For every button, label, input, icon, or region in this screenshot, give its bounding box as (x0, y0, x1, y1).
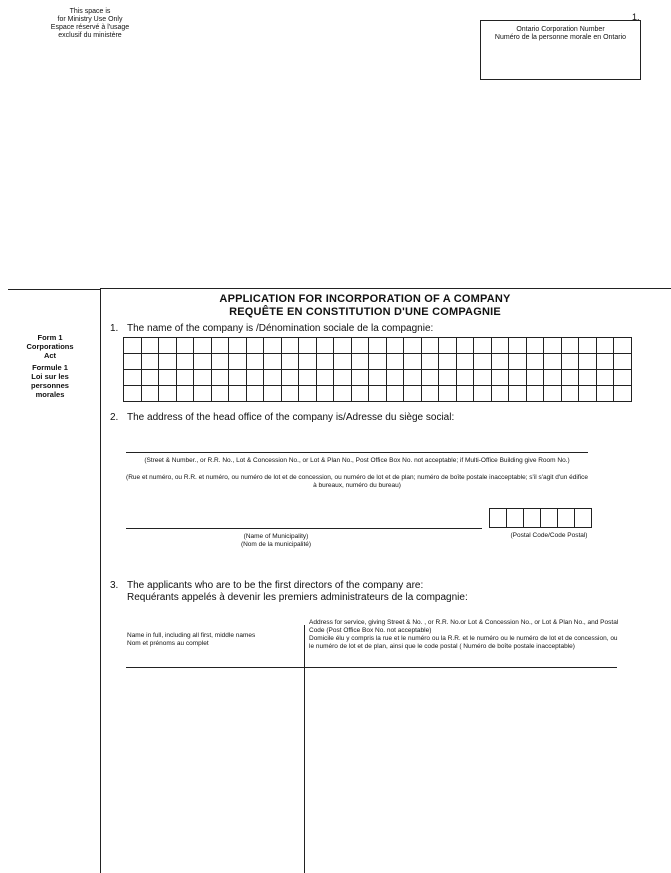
name-grid-cell[interactable] (159, 386, 177, 402)
name-grid-cell[interactable] (299, 354, 317, 370)
postal-code-boxes[interactable] (489, 508, 592, 528)
divider-left (8, 289, 100, 290)
name-grid-cell[interactable] (544, 386, 562, 402)
directors-column-divider (304, 625, 305, 873)
name-grid-cell[interactable] (526, 354, 544, 370)
ministry-note-line: for Ministry Use Only (57, 16, 123, 23)
directors-col2-header-en: Address for service, giving Street & No. , or R.R. No.or Lot & Concession No., or Lot & Plan No., and Postal Code (Post Office Box No. not acceptable) (309, 619, 619, 634)
name-grid-cell[interactable] (124, 370, 142, 386)
postal-code-cell[interactable] (524, 509, 541, 528)
name-grid-cell[interactable] (491, 354, 509, 370)
name-grid-cell[interactable] (229, 370, 247, 386)
name-grid-cell[interactable] (229, 338, 247, 354)
name-grid-cell[interactable] (386, 338, 404, 354)
name-grid-cell[interactable] (439, 370, 457, 386)
name-grid-cell[interactable] (264, 338, 282, 354)
name-grid-cell[interactable] (246, 386, 264, 402)
name-grid-cell[interactable] (596, 354, 614, 370)
name-grid-cell[interactable] (351, 338, 369, 354)
name-grid-cell[interactable] (229, 354, 247, 370)
name-grid-cell[interactable] (281, 354, 299, 370)
sidebar-line: Form 1 (37, 333, 63, 342)
form-title-fr: REQUÊTE EN CONSTITUTION D'UNE COMPAGNIE (229, 306, 501, 318)
name-grid-cell[interactable] (456, 338, 474, 354)
name-grid-cell[interactable] (211, 354, 229, 370)
street-note-en: (Street & Number., or R.R. No., Lot & Concession No., or Lot & Plan No., Post Office Box No. not acceptable; if Multi-Office Building give Room No.) (144, 457, 570, 464)
name-grid-cell[interactable] (491, 370, 509, 386)
name-grid-cell[interactable] (281, 386, 299, 402)
name-grid-cell[interactable] (404, 386, 422, 402)
name-grid-cell[interactable] (176, 338, 194, 354)
name-grid-cell[interactable] (159, 338, 177, 354)
directors-address-area[interactable] (307, 670, 617, 870)
postal-code-cell[interactable] (507, 509, 524, 528)
name-grid-cell[interactable] (544, 370, 562, 386)
name-grid-cell[interactable] (474, 338, 492, 354)
name-grid-cell[interactable] (404, 338, 422, 354)
sidebar-line: morales (35, 390, 65, 399)
name-grid-cell[interactable] (404, 354, 422, 370)
name-grid-cell[interactable] (456, 370, 474, 386)
name-grid-cell[interactable] (351, 370, 369, 386)
name-grid-cell[interactable] (526, 338, 544, 354)
name-grid-cell[interactable] (614, 354, 632, 370)
page-number: 1. (632, 12, 640, 22)
postal-code-cell[interactable] (490, 509, 507, 528)
postal-code-label: (Postal Code/Code Postal) (510, 532, 588, 539)
q1-number: 1. (110, 323, 119, 334)
name-grid-cell[interactable] (421, 370, 439, 386)
name-grid-cell[interactable] (316, 338, 334, 354)
name-grid-cell[interactable] (491, 386, 509, 402)
name-grid-cell[interactable] (579, 370, 597, 386)
municipality-label-fr: (Nom de la municipalité) (240, 541, 312, 548)
municipality-label (126, 533, 426, 549)
divider-top (100, 288, 671, 289)
name-grid-cell[interactable] (439, 386, 457, 402)
sidebar-line: Loi sur les (31, 372, 69, 381)
name-grid-cell[interactable] (141, 370, 159, 386)
postal-code-cell[interactable] (541, 509, 558, 528)
name-grid-cell[interactable] (316, 370, 334, 386)
q3-text-fr: Requérants appelés à devenir les premiers administrateurs de la compagnie: (127, 592, 468, 603)
name-grid-cell[interactable] (509, 354, 527, 370)
name-grid-cell[interactable] (159, 354, 177, 370)
name-grid-cell[interactable] (369, 338, 387, 354)
q1-text: The name of the company is /Dénomination sociale de la compagnie: (127, 323, 434, 334)
divider-vertical (100, 288, 101, 873)
municipality-label-en: (Name of Municipality) (243, 533, 309, 540)
name-grid-cell[interactable] (474, 370, 492, 386)
name-grid-cell[interactable] (351, 354, 369, 370)
name-grid-cell[interactable] (211, 386, 229, 402)
name-grid-cell[interactable] (159, 370, 177, 386)
q2-text: The address of the head office of the company is/Adresse du siège social: (127, 412, 455, 423)
name-grid-cell[interactable] (334, 370, 352, 386)
corporation-number-label-fr: Numéro de la personne morale en Ontario (494, 34, 627, 41)
name-grid-cell[interactable] (334, 386, 352, 402)
q3-text-en: The applicants who are to be the first directors of the company are: (127, 580, 424, 591)
name-grid-cell[interactable] (264, 354, 282, 370)
corporation-number-box[interactable] (480, 20, 641, 80)
name-grid-cell[interactable] (229, 386, 247, 402)
sidebar-line: personnes (31, 381, 69, 390)
name-grid-cell[interactable] (544, 338, 562, 354)
ministry-note-line: exclusif du ministère (58, 32, 122, 39)
name-grid-cell[interactable] (439, 354, 457, 370)
name-grid-cell[interactable] (561, 354, 579, 370)
name-grid-cell[interactable] (614, 386, 632, 402)
street-address-line[interactable] (126, 452, 588, 453)
name-grid-cell[interactable] (544, 354, 562, 370)
name-grid-cell[interactable] (491, 338, 509, 354)
name-grid-cell[interactable] (334, 338, 352, 354)
company-name-grid[interactable] (123, 337, 632, 402)
name-grid-cell[interactable] (176, 370, 194, 386)
name-grid-cell[interactable] (456, 386, 474, 402)
name-grid-cell[interactable] (386, 354, 404, 370)
q3-number: 3. (110, 580, 119, 591)
name-grid-cell[interactable] (509, 338, 527, 354)
municipality-line[interactable] (126, 528, 482, 529)
corporation-number-label-en: Ontario Corporation Number (516, 26, 605, 33)
sidebar-line: Corporations (26, 342, 74, 351)
name-grid-cell[interactable] (421, 338, 439, 354)
name-grid-cell[interactable] (194, 370, 212, 386)
name-grid-cell[interactable] (579, 386, 597, 402)
name-grid-cell[interactable] (526, 386, 544, 402)
name-grid-cell[interactable] (509, 386, 527, 402)
name-grid-cell[interactable] (124, 354, 142, 370)
name-grid-cell[interactable] (211, 370, 229, 386)
directors-col2-header (309, 619, 619, 651)
name-grid-cell[interactable] (369, 354, 387, 370)
name-grid-cell[interactable] (334, 354, 352, 370)
name-grid-cell[interactable] (299, 386, 317, 402)
name-grid-cell[interactable] (194, 386, 212, 402)
directors-col1-header-fr: Nom et prénoms au complet (127, 640, 209, 647)
name-grid-cell[interactable] (421, 386, 439, 402)
name-grid-cell[interactable] (439, 338, 457, 354)
name-grid-cell[interactable] (264, 386, 282, 402)
directors-names-area[interactable] (127, 670, 302, 870)
name-grid-cell[interactable] (596, 386, 614, 402)
name-grid-cell[interactable] (141, 386, 159, 402)
sidebar-line: Formule 1 (32, 363, 68, 372)
name-grid-cell[interactable] (596, 338, 614, 354)
directors-col2-header-fr: Domicile élu y compris la rue et le numéro ou la R.R. et le numéro ou le numéro de lot et de concession, ou le numéro de lot et de plan, ainsi que le code postal ( Numéro de boîte postale inacceptable) (309, 635, 618, 650)
q2-number: 2. (110, 412, 119, 423)
name-grid-cell[interactable] (299, 370, 317, 386)
street-note-fr: (Rue et numéro, ou R.R. et numéro, ou numéro de lot et de concession, ou numéro de lot et de plan; numéro de boîte postale inacceptable; s'il s'agit d'un édifice à bureaux, numéro du bureau) (126, 474, 588, 489)
form-title (120, 293, 610, 319)
name-grid-cell[interactable] (596, 370, 614, 386)
name-grid-cell[interactable] (124, 338, 142, 354)
name-grid-cell[interactable] (124, 386, 142, 402)
name-grid-cell[interactable] (299, 338, 317, 354)
postal-code-cell[interactable] (558, 509, 575, 528)
q3-text (127, 580, 627, 604)
name-grid-cell[interactable] (281, 338, 299, 354)
form-title-en: APPLICATION FOR INCORPORATION OF A COMPANY (219, 293, 511, 305)
name-grid-cell[interactable] (456, 354, 474, 370)
name-grid-cell[interactable] (369, 386, 387, 402)
sidebar-line: Act (43, 351, 57, 360)
name-grid-cell[interactable] (246, 338, 264, 354)
name-grid-cell[interactable] (246, 354, 264, 370)
corporation-number-label (481, 26, 640, 42)
name-grid-cell[interactable] (351, 386, 369, 402)
name-grid-cell[interactable] (141, 338, 159, 354)
name-grid-cell[interactable] (176, 354, 194, 370)
ministry-note-line: Espace réservé à l'usage (50, 24, 130, 31)
name-grid-cell[interactable] (579, 338, 597, 354)
name-grid-cell[interactable] (526, 370, 544, 386)
name-grid-cell[interactable] (404, 370, 422, 386)
name-grid-cell[interactable] (614, 370, 632, 386)
name-grid-cell[interactable] (369, 370, 387, 386)
name-grid-cell[interactable] (509, 370, 527, 386)
name-grid-cell[interactable] (421, 354, 439, 370)
ministry-note-line: This space is (69, 8, 111, 15)
name-grid-cell[interactable] (614, 338, 632, 354)
name-grid-cell[interactable] (561, 386, 579, 402)
directors-header-rule (126, 667, 617, 668)
directors-col1-header (127, 632, 299, 648)
name-grid-cell[interactable] (579, 354, 597, 370)
directors-col1-header-en: Name in full, including all first, middle names (127, 632, 256, 639)
name-grid-cell[interactable] (176, 386, 194, 402)
name-grid-cell[interactable] (194, 338, 212, 354)
ministry-use-note (30, 8, 150, 40)
name-grid-cell[interactable] (141, 354, 159, 370)
name-grid-cell[interactable] (264, 370, 282, 386)
name-grid-cell[interactable] (474, 354, 492, 370)
name-grid-cell[interactable] (386, 370, 404, 386)
name-grid-cell[interactable] (194, 354, 212, 370)
name-grid-cell[interactable] (561, 338, 579, 354)
name-grid-cell[interactable] (561, 370, 579, 386)
name-grid-cell[interactable] (316, 386, 334, 402)
postal-code-cell[interactable] (575, 509, 592, 528)
form-sidebar (6, 333, 94, 399)
name-grid-cell[interactable] (474, 386, 492, 402)
name-grid-cell[interactable] (246, 370, 264, 386)
name-grid-cell[interactable] (281, 370, 299, 386)
name-grid-cell[interactable] (316, 354, 334, 370)
name-grid-cell[interactable] (211, 338, 229, 354)
name-grid-cell[interactable] (386, 386, 404, 402)
